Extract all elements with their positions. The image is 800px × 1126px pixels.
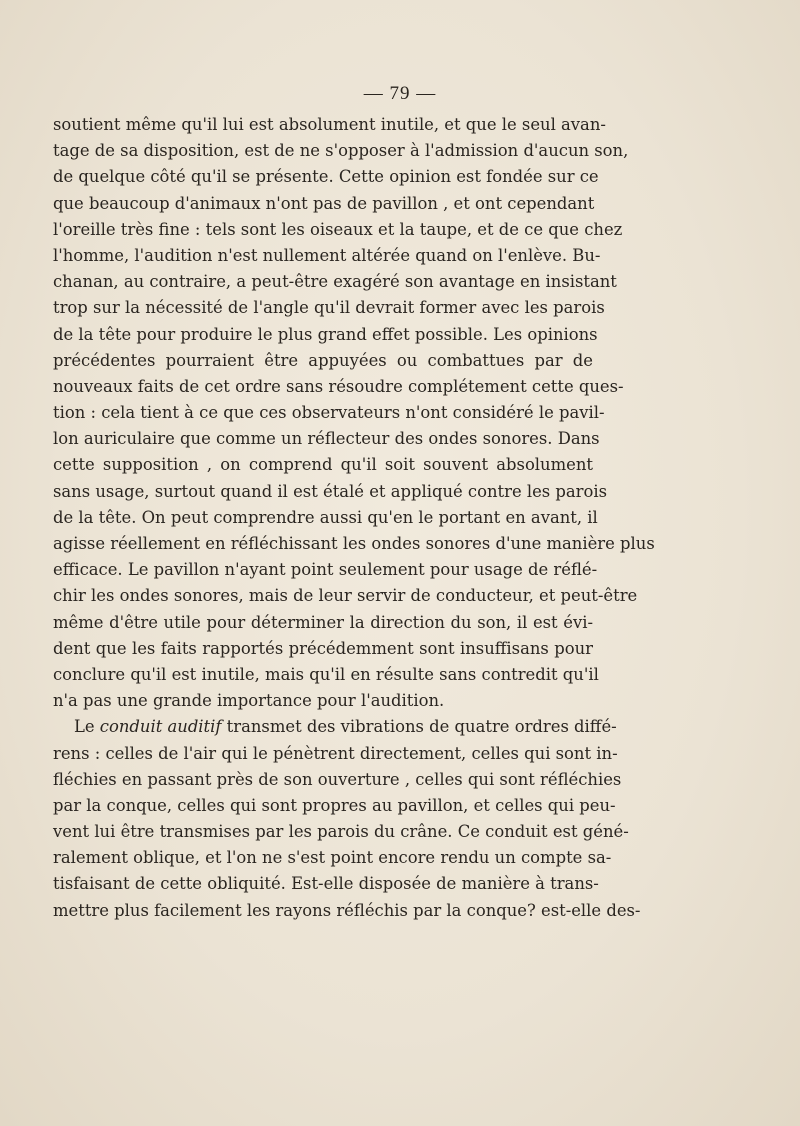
text-line: de quelque côté qu'il se présente. Cette opinion est fondée sur ce — [53, 167, 599, 187]
text-line: chir les ondes sonores, mais de leur servir de conducteur, et peut-être — [53, 586, 638, 606]
text-line: rens : celles de l'air qui le pénètrent directement, celles qui sont in- — [53, 743, 618, 763]
text-line: fléchies en passant près de son ouverture , celles qui sont réfléchies — [53, 769, 622, 789]
text-line: l'oreille très fine : tels sont les oiseaux et la taupe, et de ce que chez — [53, 219, 623, 239]
text-line: par la conque, celles qui sont propres au pavillon, et celles qui peu- — [53, 795, 616, 815]
text-line: chanan, au contraire, a peut-être exagéré son avantage en insistant — [53, 272, 617, 292]
text-line: agisse réellement en réfléchissant les ondes sonores d'une manière plus — [53, 534, 655, 553]
text-line: de la tête pour produire le plus grand effet possible. Les opinions — [53, 324, 598, 344]
text-run: Le — [74, 717, 100, 737]
text-line: cette supposition , on comprend qu'il soit souvent absolument — [53, 455, 593, 475]
text-line: trop sur la nécessité de l'angle qu'il devrait former avec les parois — [53, 298, 605, 318]
text-line: dent que les faits rapportés précédemment sont insuffisans pour — [53, 638, 593, 658]
text-line: même d'être utile pour déterminer la direction du son, il est évi- — [53, 612, 593, 632]
text-line: nouveaux faits de cet ordre sans résoudre complétement cette ques- — [53, 376, 624, 396]
text-run: transmet des vibrations de quatre ordres diffé- — [221, 717, 617, 737]
text-line: mettre plus facilement les rayons réfléchis par la conque? est-elle des- — [53, 900, 641, 920]
text-line: n'a pas une grande importance pour l'audition. — [53, 691, 445, 711]
text-line: précédentes pourraient être appuyées ou combattues par de — [53, 350, 593, 370]
text-line: conclure qu'il est inutile, mais qu'il en résulte sans contredit qu'il — [53, 664, 599, 684]
text-line: tage de sa disposition, est de ne s'opposer à l'admission d'aucun son, — [53, 141, 629, 161]
text-line: que beaucoup d'animaux n'ont pas de pavillon , et ont cependant — [53, 193, 595, 213]
text-line: tisfaisant de cette obliquité. Est-elle disposée de manière à trans- — [53, 874, 599, 894]
text-line: efficace. Le pavillon n'ayant point seulement pour usage de réflé- — [53, 560, 598, 580]
text-line: de la tête. On peut comprendre aussi qu'en le portant en avant, il — [53, 507, 598, 527]
text-line: lon auriculaire que comme un réflecteur des ondes sonores. Dans — [53, 429, 600, 449]
page-number: — 79 — — [363, 83, 437, 104]
text-line: sans usage, surtout quand il est étalé et appliqué contre les parois — [53, 481, 608, 501]
italic-term: conduit auditif — [99, 717, 222, 737]
text-line: l'homme, l'audition n'est nullement altérée quand on l'enlève. Bu- — [53, 245, 601, 265]
paragraph-first-line — [53, 714, 617, 740]
body-text — [53, 112, 655, 924]
text-line: ralement oblique, et l'on ne s'est point encore rendu un compte sa- — [53, 848, 612, 868]
text-line: vent lui être transmises par les parois du crâne. Ce conduit est géné- — [53, 822, 629, 842]
text-line: tion : cela tient à ce que ces observateurs n'ont considéré le pavil- — [53, 403, 605, 423]
text-line: soutient même qu'il lui est absolument inutile, et que le seul avan- — [53, 115, 606, 134]
